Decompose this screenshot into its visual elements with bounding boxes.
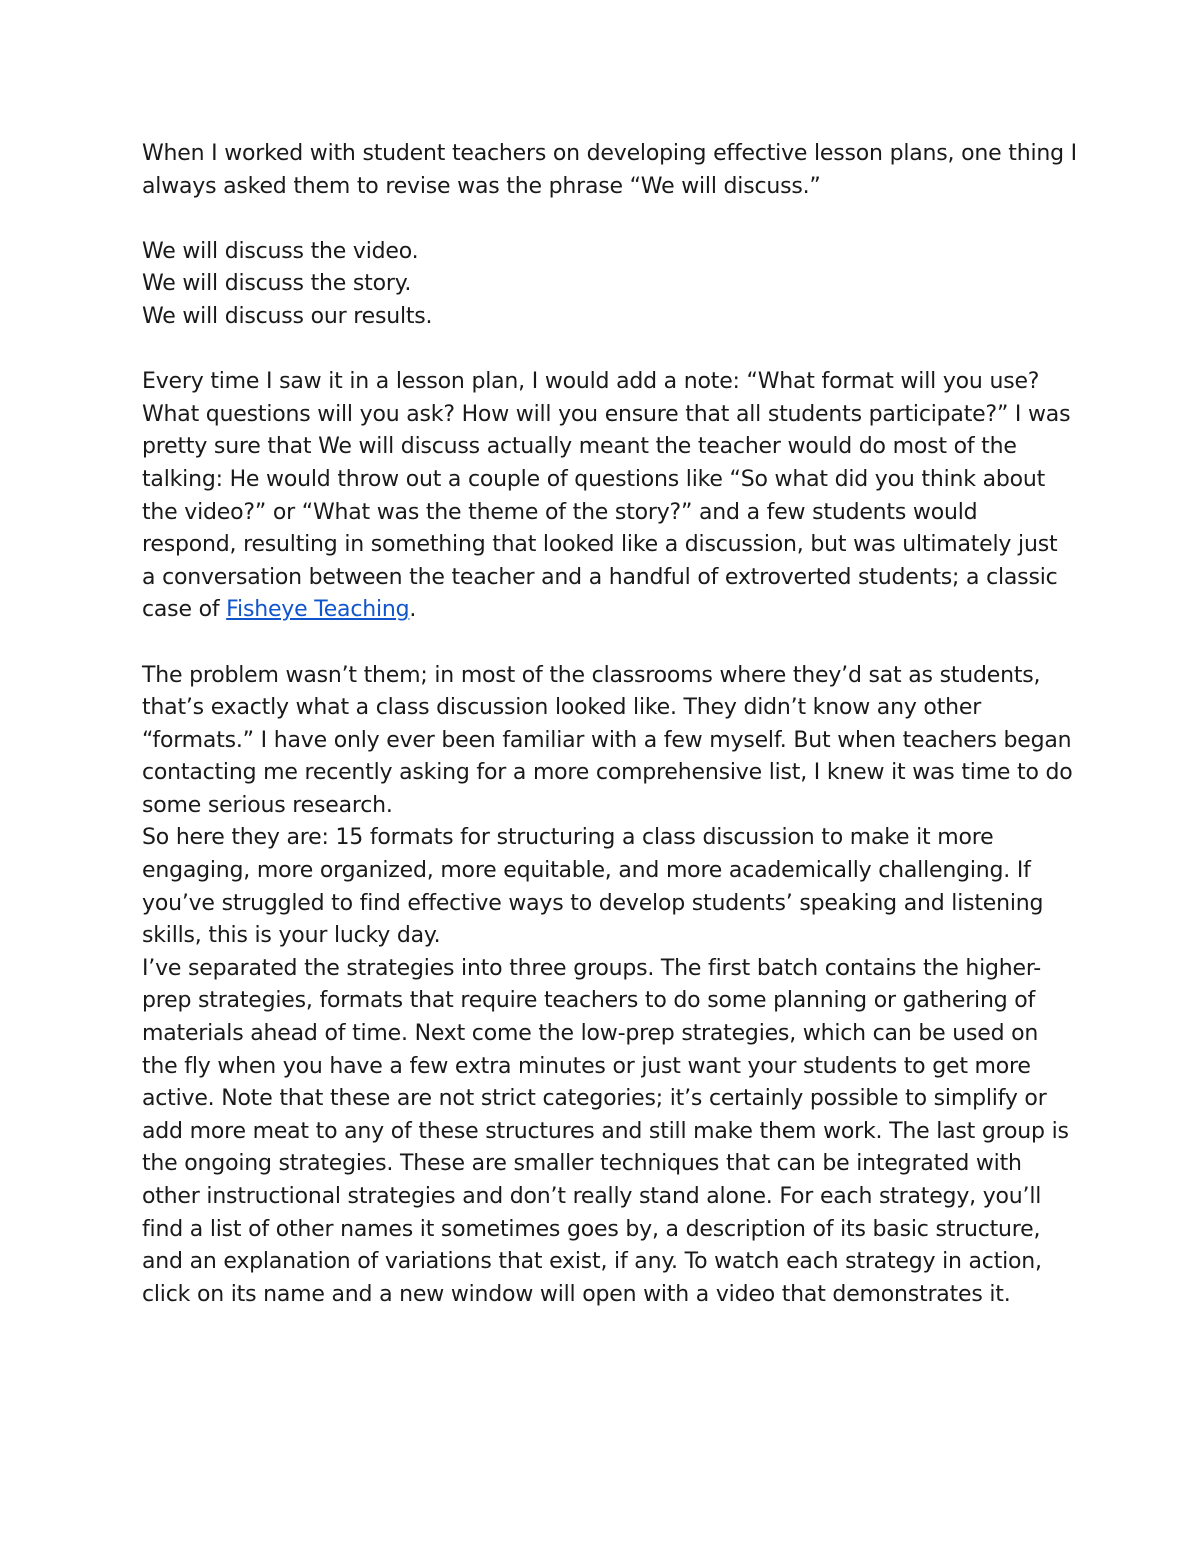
formats-paragraph: So here they are: 15 formats for structuring a class discussion to make it more engaging, more organized, more equitable, and more academically challenging. If you’ve struggled to find effective ways to develop students’ speaking and listening skills, this is your lucky day. [142, 825, 1044, 949]
groups-paragraph: I’ve separated the strategies into three groups. The first batch contains the higher-prep strategies, formats that require teachers to do some planning or gathering of materials ahead of time. Next come the low-prep strategies, which can be used on the fly when you have a few extra minutes or just want your students to get more active. Note that these are not strict categories; it’s certainly possible to simplify or add more meat to any of these structures and still make them work. The last group is the ongoing strategies. These are smaller techniques that can be integrated with other instructional strategies and don’t really stand alone. For each strategy, you’ll find a list of other names it sometimes goes by, a description of its basic structure, and an explanation of variations that exist, if any. To watch each strategy in action, click on its name and a new window will open with a video that demonstrates it. [142, 955, 1069, 1307]
fisheye-teaching-link[interactable]: Fisheye Teaching [226, 597, 410, 623]
paragraph-text: Every time I saw it in a lesson plan, I would add a note: “What format will you use? What questions will you ask? How will you ensure that all students participate?” I was pretty sure that We will discuss actually meant the teacher would do most of the talking: He would throw out a couple of questions like “So what did you think about the video?” or “What was the theme of the story?” and a few students would respond, resulting in something that looked like a discussion, but was ultimately just a conversation between the teacher and a handful of extroverted students; a classic case of [142, 369, 1071, 623]
problem-paragraph: The problem wasn’t them; in most of the classrooms where they’d sat as students, that’s exactly what a class discussion looked like. They didn’t know any other “formats.” I have only ever been familiar with a few myself. But when teachers began contacting me recently asking for a more comprehensive list, I knew it was time to do some serious research. [142, 662, 1073, 818]
paragraph-text-end: . [409, 597, 417, 623]
intro-paragraph: When I worked with student teachers on developing effective lesson plans, one thing I always asked them to revise was the phrase “We will discuss.” [142, 141, 1077, 199]
examples-block [142, 236, 1077, 334]
lesson-plan-note-paragraph [142, 366, 1077, 627]
document-body [142, 138, 1077, 1311]
example-line: We will discuss our results. [142, 303, 433, 329]
example-line: We will discuss the story. [142, 271, 412, 297]
example-line: We will discuss the video. [142, 238, 419, 264]
